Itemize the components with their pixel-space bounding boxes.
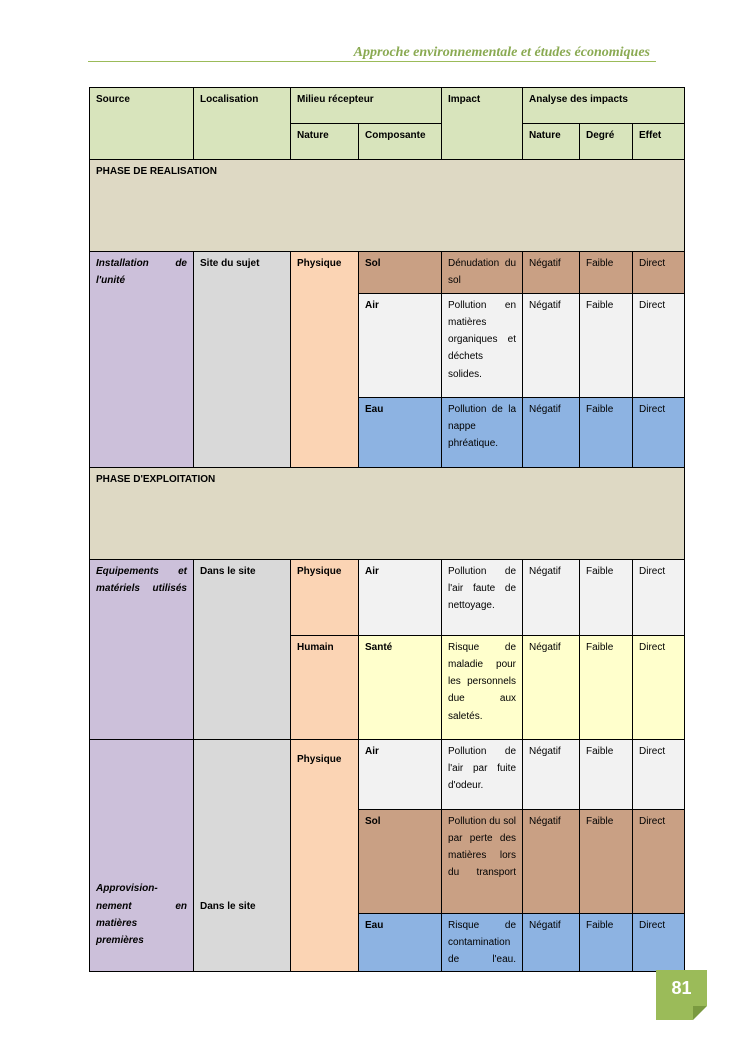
degre-cell: Faible [580,559,633,635]
header-nature: Nature [291,124,359,160]
impact-cell: Pollution de l'air par fuite d'odeur. [442,739,523,809]
composante-cell: Eau [359,913,442,972]
analyse-nature-cell: Négatif [523,559,580,635]
composante-cell: Air [359,293,442,397]
table-row [90,252,685,294]
effet-cell: Direct [633,913,685,972]
composante-cell: Sol [359,252,442,294]
table-row [90,559,685,635]
impact-cell: Dénudation du sol [442,252,523,294]
table-row [90,739,685,809]
degre-cell: Faible [580,397,633,467]
degre-cell: Faible [580,252,633,294]
impact-cell: Risque de maladie pour les personnels due aux saletés. [442,635,523,739]
header-composante: Composante [359,124,442,160]
localisation-cell: Site du sujet [194,252,291,468]
header-analyse-effet: Effet [633,124,685,160]
effet-cell: Direct [633,252,685,294]
nature-cell: Physique [291,739,359,972]
nature-cell: Physique [291,252,359,468]
nature-cell: Physique [291,559,359,635]
analyse-nature-cell: Négatif [523,293,580,397]
impact-cell: Pollution en matières organiques et déchets solides. [442,293,523,397]
header-localisation: Localisation [194,88,291,160]
source-cell: Approvision-nement en matières premières [90,739,194,972]
impact-cell: Pollution de la nappe phréatique. [442,397,523,467]
source-cell: Installation de l'unité [90,252,194,468]
phase-exploitation: PHASE D'EXPLOITATION [90,467,685,559]
header-rule [88,61,656,62]
analyse-nature-cell: Négatif [523,809,580,913]
analyse-nature-cell: Négatif [523,739,580,809]
effet-cell: Direct [633,559,685,635]
analyse-nature-cell: Négatif [523,913,580,972]
effet-cell: Direct [633,739,685,809]
composante-cell: Eau [359,397,442,467]
header-analyse-nature: Nature [523,124,580,160]
composante-cell: Air [359,739,442,809]
localisation-cell: Dans le site [194,739,291,972]
document-header-title: Approche environnementale et études économiques [353,45,650,60]
degre-cell: Faible [580,739,633,809]
page-number-badge [656,970,707,1020]
degre-cell: Faible [580,809,633,913]
degre-cell: Faible [580,635,633,739]
header-milieu-recepteur: Milieu récepteur [291,88,442,124]
page-corner-fold [693,1006,707,1020]
impact-cell: Pollution de l'air faute de nettoyage. [442,559,523,635]
header-analyse-degre: Degré [580,124,633,160]
effet-cell: Direct [633,809,685,913]
impact-cell: Pollution du sol par perte des matières lors du transport [442,809,523,913]
effet-cell: Direct [633,293,685,397]
analyse-nature-cell: Négatif [523,397,580,467]
degre-cell: Faible [580,913,633,972]
impact-cell: Risque de contamination de l'eau. [442,913,523,972]
phase-realisation: PHASE DE REALISATION [90,160,685,252]
composante-cell: Santé [359,635,442,739]
nature-cell: Humain [291,635,359,739]
header-analyse-impacts: Analyse des impacts [523,88,685,124]
degre-cell: Faible [580,293,633,397]
impact-analysis-table [89,87,685,972]
analyse-nature-cell: Négatif [523,252,580,294]
source-cell: Equipements et matériels utilisés [90,559,194,739]
header-source: Source [90,88,194,160]
effet-cell: Direct [633,635,685,739]
composante-cell: Air [359,559,442,635]
analyse-nature-cell: Négatif [523,635,580,739]
effet-cell: Direct [633,397,685,467]
composante-cell: Sol [359,809,442,913]
page-number: 81 [671,978,692,998]
localisation-cell: Dans le site [194,559,291,739]
header-impact: Impact [442,88,523,160]
